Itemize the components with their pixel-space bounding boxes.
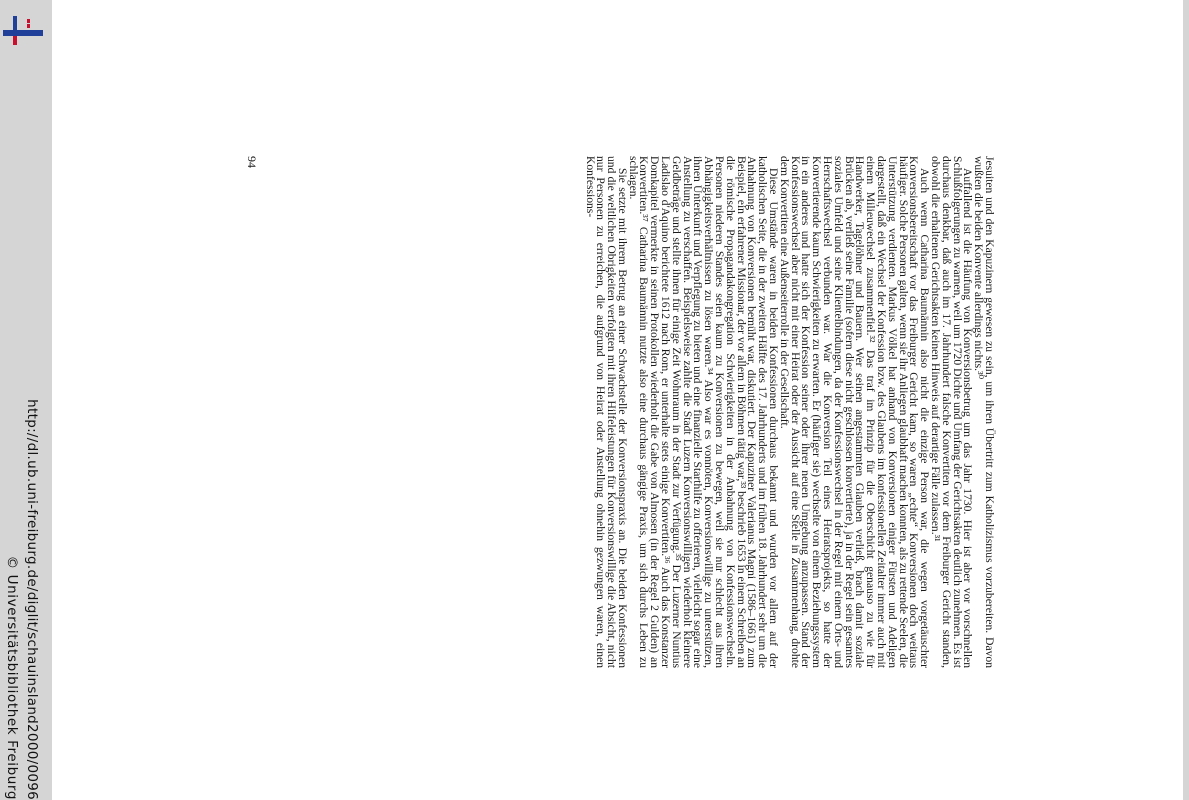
source-url[interactable]: http://dl.ub.uni-freiburg.de/diglit/schauinsland2000/0096 (24, 399, 40, 800)
paragraph: Jesuiten und den Kapuzinern gewesen zu sein, um ihren Übertritt zum Katholizismus vorzubereiten. Davon wußten die beiden Konvente allerdings nichts.³⁰ (972, 156, 996, 668)
scrollbar-track[interactable] (1183, 0, 1189, 800)
paragraph: Sie setzte mit ihrem Betrug an einer Schwachstelle der Konversionspraxis an. Die beiden Konfessionen und die weltlichen Obrigkeiten verfolgten mit ihren Hilfeleistungen für Konversionswillige die Absicht, nicht nur Personen zu erreichen, die aufgrund von Heirat oder Anstellung ohnehin gezwungen waren, einen Konfessions- (583, 156, 629, 668)
paragraph: Auffallend ist die Häufung von Konversionsbetrug um das Jahr 1730. Hier ist aber vor vorschnellen Schlußfolgerungen zu warnen, weil um 1720 Dichte und Umfang der Gerichtsakten deutlich zunehmen. Es ist durchaus denkbar, daß auch im 17. Jahrhundert falsche Konvertiten vor dem Freiburger Gericht standen, obwohl die erhaltenen Gerichtsakten keinen Hinweis auf derartige Fälle zulassen.³¹ (929, 156, 975, 668)
page-number: 94 (245, 156, 259, 168)
sidebar-text-block (4, 8, 40, 800)
viewer-sidebar (0, 0, 52, 800)
page-body-text (584, 156, 994, 668)
scanned-page (246, 156, 994, 668)
paragraph: Diese Umstände waren in beiden Konfessionen durchaus bekannt und wurden vor allem auf der katholischen Seite, die in der zweiten Hälfte des 17. Jahrhunderts und im frühen 18. Jahrhundert sehr um die Anhahnung von Konversionen bemüht war, diskutiert. Der Kapuziner Valerianus Magni (1586–1661) zum Beispiel, ein erfahrener Missionar, der vor allem in Böhmen tätig war,³³ beschrieb 1653 in einem Schreiben an die römische Propagandakongregation Schwierigkeiten in der Anbahnung von Konfessionswechseln. Personen niederen Standes seien kaum zu Konversionen zu bewegen, weil sie nur schlecht aus ihren Abhängigkeitsverhältnissen zu lösen waren.³⁴ Also war es vonnöten, Konversionswillige zu unterstützen, ihnen Unterkunft und Verpflegung zu bieten und eine finanzielle Starthilfe zu offerieren, vielleicht sogar eine Anstellung zu verschaffen. Beispielsweise zahlte die Stadt Luzern Konversionswilligen wiederholt kleinere Geldbeträge und stellte ihnen für einige Zeit Wohnraum in der Stadt zur Verfügung.³⁵ Der Luzerner Nuntius Ladislao d'Aquino berichtete 1612 nach Rom, er unterhalte stets einige Konvertiten.³⁶ Auch das Konstanzer Domkapitel vermerkte in seinen Protokollen wiederholt die Gabe von Almosen (in der Regel 2 Gulden) an Konvertiten.³⁷ Catharina Baumännin nutzte also eine durchaus gängige Praxis, um sich durchs Leben zu schlagen. (626, 156, 781, 668)
copyright-notice: © Universitätsbibliothek Freiburg (4, 555, 20, 800)
paragraph: Auch wenn Catharina Baumännin also nicht die einzige Person war, die wegen vorgetäuschter Konversionsbereitschaft vor das Freiburger Gericht kam, so waren „echte“ Konversionen doch weitaus häufiger. Solche Personen galten, wenn sie ihr Anliegen glaubhaft machen konnten, als zu rettende Seelen, die Unterstützung verdienten. Markus Völkel hat anhand von Konversionen einiger Fürsten und Adeligen dargestellt, daß ein Wechsel der Konfession bzw. des Glaubens im konfessionellen Zeitalter immer auch mit einem Milieuwechsel zusammenfiel.³² Das traf im Prinzip für die Oberschicht genauso zu wie für Handwerker, Tagelöhner und Bauern. Wer seinen angestammten Glauben verließ, brach damit soziale Brücken ab, verließ seine Familie (sofern diese nicht geschlossen konvertierte), ja in der Regel sein gesamtes soziales Umfeld und seine Klientelbindungen, da der Konfessionswechsel in der Regel mit einem Orts- und Herrschaftswechsel verbunden war. War die Konversion Teil eines Heiratsprojekts, so hatte der Konvertierende kaum Schwierigkeiten zu erwarten. Er (häufiger sie) wechselte von einem Beziehungssystem in ein anderes und hatte sich der Konfession seiner oder ihrer neuen Umgebung anzupassen. Stand der Konfessionswechsel aber nicht mit einer Heirat oder der Aussicht auf eine Stelle in Zusammenhang, drohte dem Konvertiten eine Außenseiterrolle in der Gesellschaft. (777, 156, 932, 668)
